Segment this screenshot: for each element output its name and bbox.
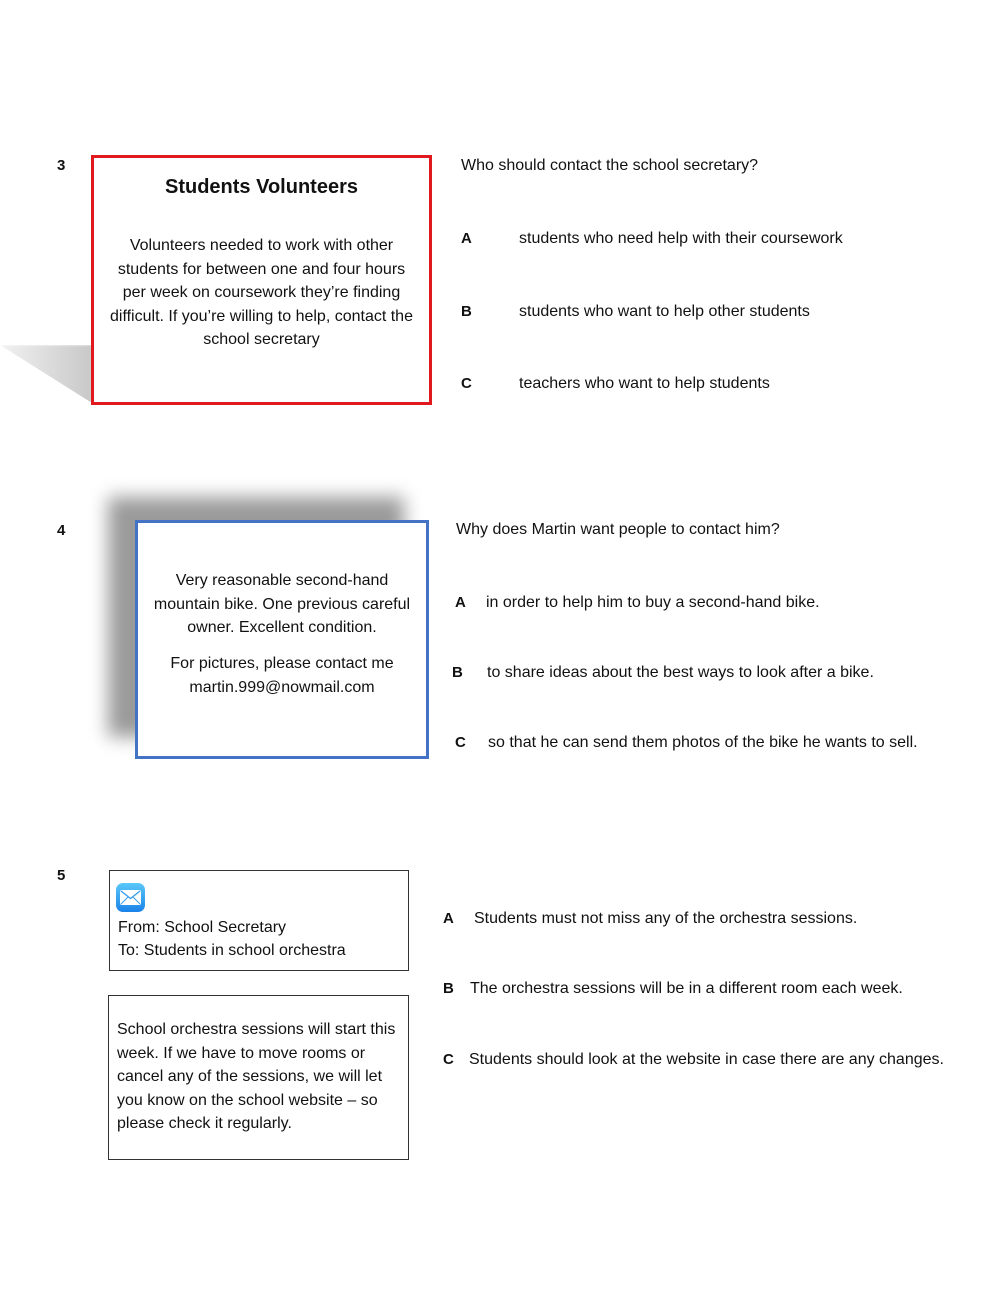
notice-shadow: [0, 345, 92, 403]
notice-body: Volunteers needed to work with other students for between one and four hours per week on coursework they’re finding difficult. If you’re willing to help, contact the school secretary: [110, 237, 413, 348]
q4-option-c-text[interactable]: so that he can send them photos of the bike he wants to sell.: [488, 734, 918, 751]
email-message-body: School orchestra sessions will start this week. If we have to move rooms or cancel any of the sessions, we will let you know on the school website – so please check it regularly.: [117, 1021, 396, 1132]
q5-option-c-text[interactable]: Students should look at the website in case there are any changes.: [469, 1051, 944, 1068]
advert-contact: For pictures, please contact me martin.999@nowmail.com: [170, 655, 394, 696]
q4-option-b-text[interactable]: to share ideas about the best ways to look after a bike.: [487, 664, 874, 681]
q4-option-c-letter: C: [455, 734, 466, 751]
volunteers-notice: [91, 155, 432, 405]
q5-option-a-letter: A: [443, 910, 454, 927]
q4-option-a-text[interactable]: in order to help him to buy a second-hand bike.: [486, 594, 820, 611]
question-number-4: 4: [57, 522, 66, 539]
q3-option-c-text[interactable]: teachers who want to help students: [519, 375, 770, 392]
q4-option-b-letter: B: [452, 664, 463, 681]
mail-icon: [116, 883, 145, 912]
q3-option-a-text[interactable]: students who need help with their coursework: [519, 230, 843, 247]
email-to: To: Students in school orchestra: [118, 942, 346, 959]
question-3-text: Who should contact the school secretary?: [461, 157, 759, 174]
email-header: [109, 870, 409, 971]
q3-option-b-letter: B: [461, 303, 472, 320]
question-number-3: 3: [57, 157, 66, 174]
q3-option-b-text[interactable]: students who want to help other students: [519, 303, 810, 320]
q5-option-b-letter: B: [443, 980, 454, 997]
question-4-text: Why does Martin want people to contact him?: [456, 521, 780, 538]
q5-option-a-text[interactable]: Students must not miss any of the orchestra sessions.: [474, 910, 858, 927]
notice-title: Students Volunteers: [165, 176, 358, 198]
question-number-5: 5: [57, 867, 66, 884]
q4-option-a-letter: A: [455, 594, 466, 611]
email-from: From: School Secretary: [118, 919, 287, 936]
q5-option-b-text[interactable]: The orchestra sessions will be in a different room each week.: [470, 980, 903, 997]
email-message: [108, 995, 409, 1160]
q3-option-a-letter: A: [461, 230, 472, 247]
advert-description: Very reasonable second-hand mountain bike. One previous careful owner. Excellent condition.: [153, 572, 411, 636]
bike-advert: [135, 520, 429, 759]
q5-option-c-letter: C: [443, 1051, 454, 1068]
q3-option-c-letter: C: [461, 375, 472, 392]
